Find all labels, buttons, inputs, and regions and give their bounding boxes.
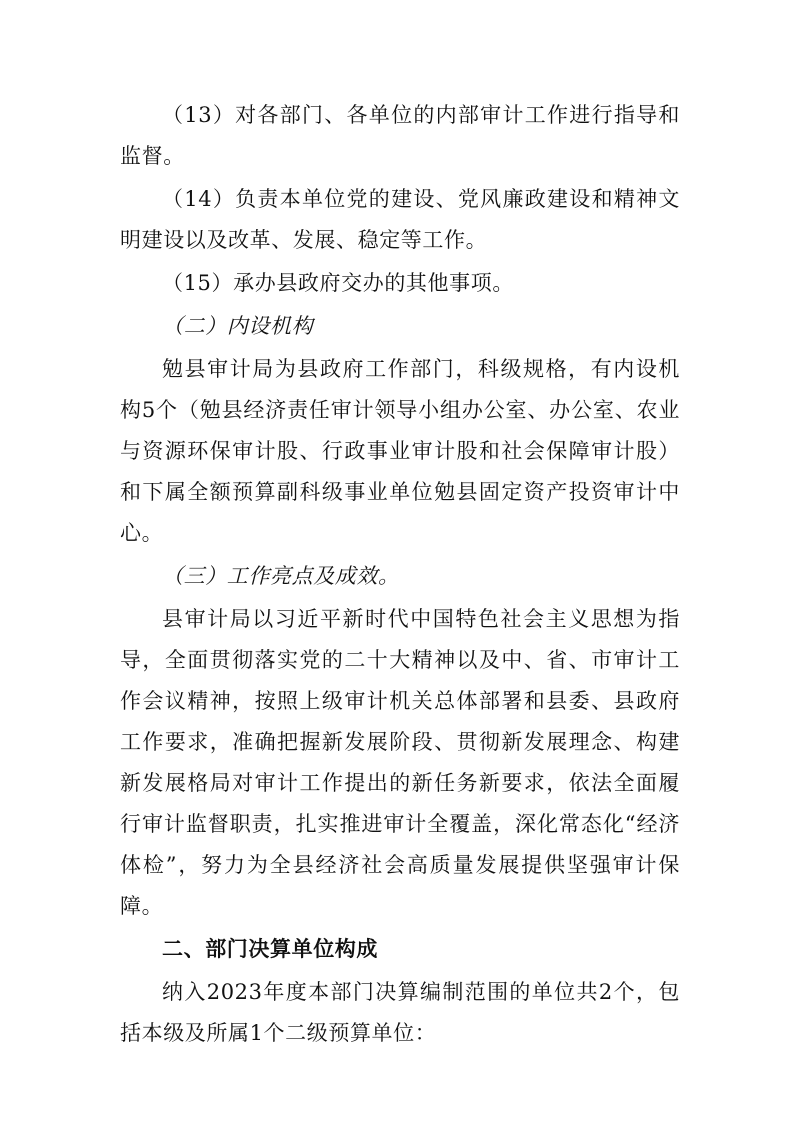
paragraph-item-15: （15）承办县政府交办的其他事项。 [162,271,514,295]
document-page [120,95,680,1054]
heading-section-2: 二、部门决算单位构成 [162,937,378,961]
heading-internal-structure: （二）内设机构 [162,314,314,338]
heading-highlights: （三）工作亮点及成效。 [162,564,400,588]
paragraph-item-14: （14）负责本单位党的建设、党风廉政建设和精神文明建设以及改革、发展、稳定等工作。 [120,187,680,252]
paragraph-section-2: 纳入2023年度本部门决算编制范围的单位共2个，包括本级及所属1个二级预算单位： [120,980,680,1045]
paragraph-internal-structure: 勉县审计局为县政府工作部门，科级规格，有内设机构5个（勉县经济责任审计领导小组办公室、办公室、农业与资源环保审计股、行政事业审计股和社会保障审计股）和下属全额预算副科级事业单位勉县固定资产投资审计中心。 [120,357,680,545]
paragraph-item-13: （13）对各部门、各单位的内部审计工作进行指导和监督。 [120,103,680,168]
paragraph-highlights: 县审计局以习近平新时代中国特色社会主义思想为指导，全面贯彻落实党的二十大精神以及中、省、市审计工作会议精神，按照上级审计机关总体部署和县委、县政府工作要求，准确把握新发展阶段、贯彻新发展理念、构建新发展格局对审计工作提出的新任务新要求，依法全面履行审计监督职责，扎实推进审计全覆盖，深化常态化“经济体检”，努力为全县经济社会高质量发展提供坚强审计保障。 [120,607,680,918]
